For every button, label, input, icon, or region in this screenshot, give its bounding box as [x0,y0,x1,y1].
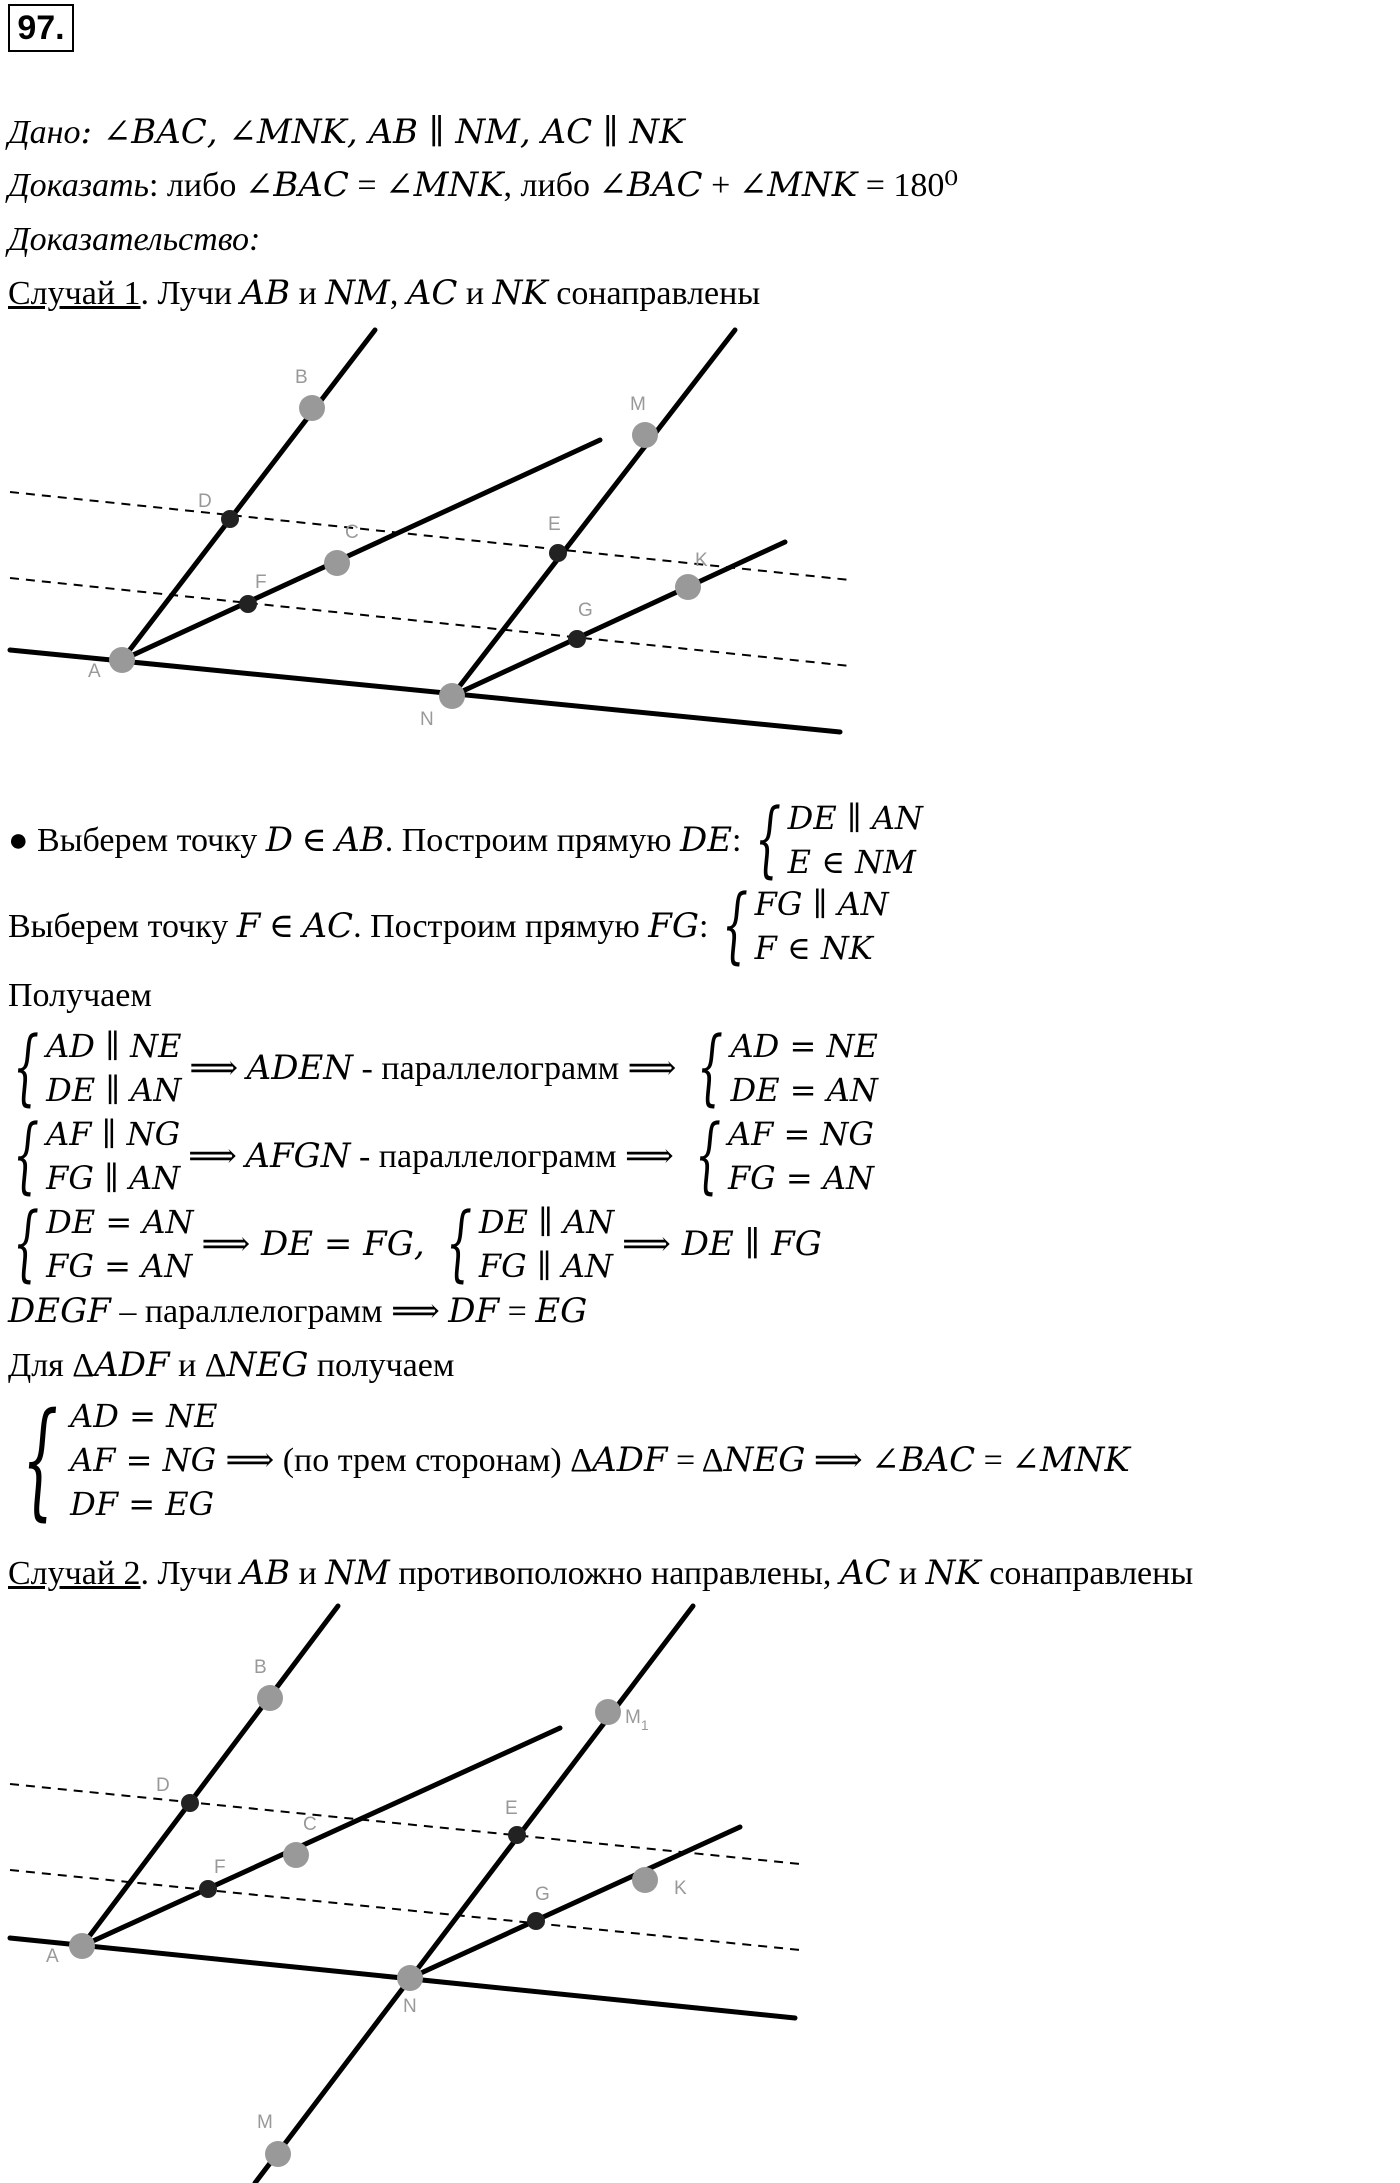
deriv1-right-2: 𝐷𝐸 = 𝐴𝑁 [730,1071,878,1109]
point-m [265,2141,291,2167]
step1-sys-line1: 𝐷𝐸 ∥ 𝐴𝑁 [787,799,923,837]
deriv3-right-1: 𝐷𝐸 ∥ 𝐴𝑁 [478,1203,615,1241]
deriv4-left-2: 𝐴𝐹 = 𝑁𝐺 [70,1441,217,1479]
case1-heading [8,274,760,314]
point-c [324,550,350,576]
point-b [257,1685,283,1711]
label-c: C [303,1814,317,1835]
label-a: A [88,661,101,682]
label-e: E [548,514,561,535]
deriv2-right-1: 𝐴𝐹 = 𝑁𝐺 [727,1115,874,1153]
label-e: E [505,1798,518,1819]
point-n [439,683,465,709]
label-k: K [674,1878,687,1899]
label-d: D [198,491,212,512]
point-e [549,544,567,562]
point-g [527,1912,545,1930]
label-b: B [295,367,308,388]
point-d [221,510,239,528]
figure-case2 [0,1600,820,2183]
step1-line [8,792,923,887]
for-triangles-line: Для Δ𝐴𝐷𝐹 и Δ𝑁𝐸𝐺 получаем [8,1347,455,1384]
deriv4-left-1: 𝐴𝐷 = 𝑁𝐸 [70,1397,218,1435]
dashed-line-de [10,492,850,580]
label-n: N [420,709,434,730]
deriv4-left-3: 𝐷𝐹 = 𝐸𝐺 [70,1485,215,1523]
label-n: N [403,1996,417,2017]
point-f [199,1880,217,1898]
point-e [508,1826,526,1844]
label-m1-sub: 1 [640,1717,649,1733]
label-f: F [255,572,267,593]
brace: { [721,878,748,973]
derivation-triangles: { 𝐴𝐷 = 𝑁𝐸 𝐴𝐹 = 𝑁𝐺 𝐷𝐹 = 𝐸𝐺 ⟹ (по трем сторонам) Δ𝐴𝐷𝐹 = Δ𝑁𝐸𝐺 ⟹ ∠𝐵𝐴𝐶 = ∠𝑀𝑁𝐾 [22,1386,1130,1533]
ray-nm [452,330,735,696]
case2-heading [8,1554,1193,1594]
label-m1-main: M [625,1707,641,1728]
step2-sys-line1: 𝐹𝐺 ∥ 𝐴𝑁 [754,885,889,923]
point-a [109,647,135,673]
label-m: M [257,2112,273,2133]
case2-text: . Лучи 𝐴𝐵 и 𝑁𝑀 противоположно направлены, 𝐴𝐶 и 𝑁𝐾 сонаправлены [140,1555,1194,1592]
given-expr: : ∠𝐵𝐴𝐶, ∠𝑀𝑁𝐾, 𝐴𝐵 ∥ 𝑁𝑀, 𝐴𝐶 ∥ 𝑁𝐾 [80,112,685,152]
ray-nk [410,1827,740,1978]
point-m [632,422,658,448]
brace: { [754,792,781,887]
deriv3-mid: ⟹ 𝐷𝐸 = 𝐹𝐺, [201,1224,425,1264]
given-line [8,112,685,153]
deriv3-left-1: 𝐷𝐸 = 𝐴𝑁 [46,1203,194,1241]
deriv2-mid: ⟹ 𝐴𝐹𝐺𝑁 - параллелограмм ⟹ [188,1138,674,1175]
deriv2-left-2: 𝐹𝐺 ∥ 𝐴𝑁 [46,1159,181,1197]
label-m1 [625,1707,649,1733]
degf-line: 𝐷𝐸𝐺𝐹 – параллелограмм ⟹ 𝐷𝐹 = 𝐸𝐺 [8,1293,588,1330]
point-a [69,1933,95,1959]
label-k: K [695,550,708,571]
deriv1-mid: ⟹ 𝐴𝐷𝐸𝑁 - параллелограмм ⟹ [189,1050,677,1087]
label-g: G [578,600,593,621]
point-f [239,595,257,613]
step2-sys-line2: 𝐹 ∈ 𝑁𝐾 [754,929,873,967]
deriv3-left-2: 𝐹𝐺 = 𝐴𝑁 [46,1247,193,1285]
line-m-m1 [255,1606,693,2183]
step1-text: ● Выберем точку 𝐷 ∈ 𝐴𝐵. Построим прямую 𝐷𝐸: [8,822,742,859]
point-g [568,630,586,648]
point-k [632,1867,658,1893]
prove-label: Доказать [8,167,149,204]
point-k [675,574,701,600]
case1-label: Случай 1 [8,275,141,312]
deriv1-right-1: 𝐴𝐷 = 𝑁𝐸 [730,1027,878,1065]
prove-line [8,166,958,206]
label-a: A [46,1946,59,1967]
label-m: M [630,394,646,415]
problem-number: 97. [8,4,74,52]
label-c: C [345,522,359,543]
proof-label: Доказательство: [8,221,261,258]
figure-case1 [0,320,860,750]
obtain-label: Получаем [8,977,152,1014]
deriv4-mid: ⟹ (по трем сторонам) Δ𝐴𝐷𝐹 = Δ𝑁𝐸𝐺 ⟹ ∠𝐵𝐴𝐶 = ∠𝑀𝑁𝐾 [225,1442,1130,1479]
deriv3-end: ⟹ 𝐷𝐸 ∥ 𝐹𝐺 [622,1224,822,1264]
deriv3-right-2: 𝐹𝐺 ∥ 𝐴𝑁 [478,1247,613,1285]
deriv1-left-2: 𝐷𝐸 ∥ 𝐴𝑁 [46,1071,182,1109]
label-f: F [214,1857,226,1878]
step2-system [709,878,889,973]
step2-line [8,878,889,973]
point-d [181,1794,199,1812]
step1-sys-line2: 𝐸 ∈ 𝑁𝑀 [787,843,916,881]
point-b [299,395,325,421]
derivation-de-fg: { 𝐷𝐸 = 𝐴𝑁 𝐹𝐺 = 𝐴𝑁 ⟹ 𝐷𝐸 = 𝐹𝐺, { 𝐷𝐸 ∥ 𝐴𝑁 𝐹𝐺 ∥ 𝐴𝑁 ⟹ 𝐷𝐸 ∥ 𝐹𝐺 [13,1196,822,1291]
case2-label: Случай 2 [8,1555,141,1592]
case1-text: . Лучи 𝐴𝐵 и 𝑁𝑀, 𝐴𝐶 и 𝑁𝐾 сонаправлены [140,275,761,312]
point-n [397,1965,423,1991]
label-g: G [535,1884,550,1905]
derivation-afgn: { 𝐴𝐹 ∥ 𝑁𝐺 𝐹𝐺 ∥ 𝐴𝑁 ⟹ 𝐴𝐹𝐺𝑁 - параллелограмм ⟹ { 𝐴𝐹 = 𝑁𝐺 𝐹𝐺 = 𝐴𝑁 [13,1108,874,1203]
ray-ac [122,440,600,660]
point-c [283,1842,309,1868]
deriv1-left-1: 𝐴𝐷 ∥ 𝑁𝐸 [46,1027,182,1065]
label-b: B [254,1657,267,1678]
ray-nk [452,542,785,696]
ray-ac [82,1728,560,1946]
derivation-adem: { 𝐴𝐷 ∥ 𝑁𝐸 𝐷𝐸 ∥ 𝐴𝑁 ⟹ 𝐴𝐷𝐸𝑁 - параллелограмм ⟹ { 𝐴𝐷 = 𝑁𝐸 𝐷𝐸 = 𝐴𝑁 [13,1020,878,1115]
deriv2-right-2: 𝐹𝐺 = 𝐴𝑁 [727,1159,874,1197]
step2-text: Выберем точку 𝐹 ∈ 𝐴𝐶. Построим прямую 𝐹𝐺: [8,908,709,945]
deriv2-left-1: 𝐴𝐹 ∥ 𝑁𝐺 [46,1115,181,1153]
label-d: D [156,1775,170,1796]
prove-expr: : либо ∠𝐵𝐴𝐶 = ∠𝑀𝑁𝐾, либо ∠𝐵𝐴𝐶 + ∠𝑀𝑁𝐾 = 180⁰ [148,167,958,204]
given-label: Дано [8,114,81,151]
point-m1 [595,1699,621,1725]
step1-system [742,792,923,887]
